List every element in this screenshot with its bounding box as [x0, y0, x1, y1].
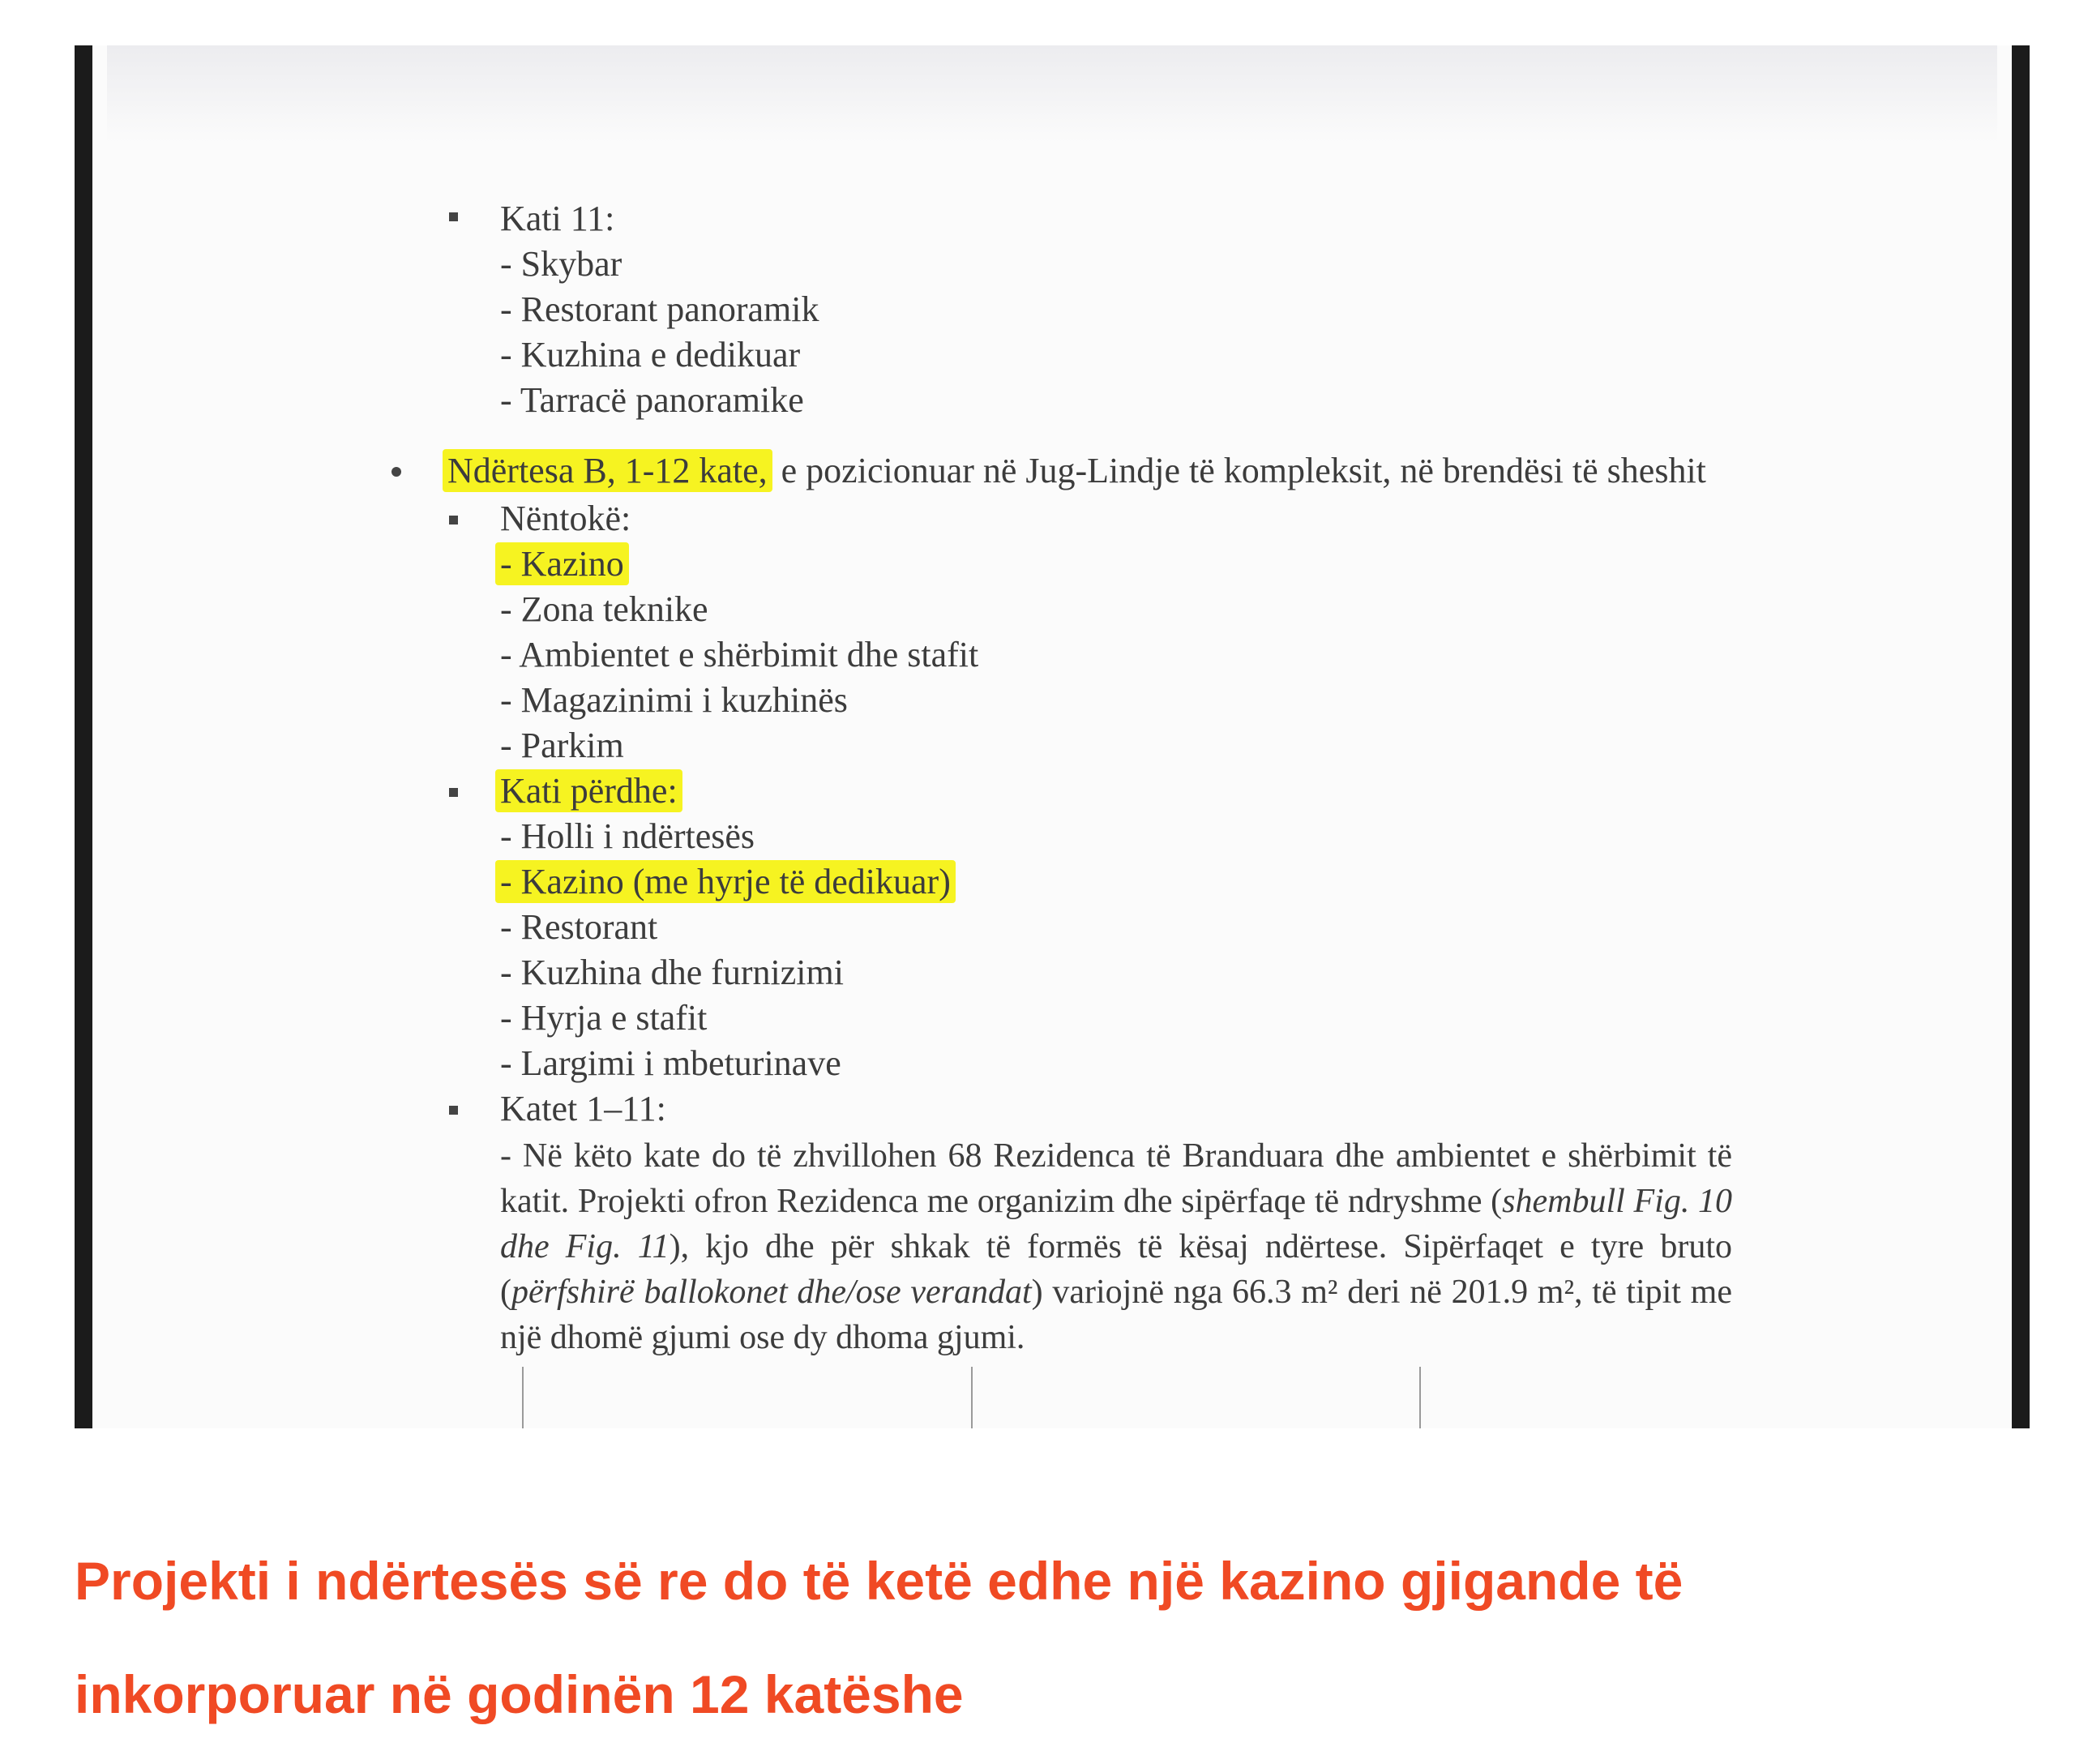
- list-item: - Restorant: [500, 907, 658, 947]
- bullet-round: [391, 467, 401, 477]
- kazino-entrance-highlight: - Kazino (me hyrje të dedikuar): [495, 860, 956, 903]
- list-item: [500, 542, 629, 587]
- article-caption: Projekti i ndërtesës së re do të ketë edhe një kazino gjigande të inkorporuar në godinën 12 katëshe: [75, 1551, 1684, 1724]
- scan-border-right: [2012, 45, 2030, 1428]
- list-item: - Magazinimi i kuzhinës: [500, 680, 848, 720]
- scan-border-left: [75, 45, 92, 1428]
- para-italic: shembull Fig. 10 dhe Fig. 11: [500, 1183, 1733, 1265]
- building-b-line: [447, 448, 1706, 494]
- scan-shade: [107, 45, 1997, 143]
- katet-paragraph: [500, 1133, 1732, 1360]
- list-item: - Kuzhina dhe furnizimi: [500, 953, 844, 992]
- para-italic: përfshirë ballokonet dhe/ose verandat: [511, 1274, 1032, 1311]
- table-rule: [1419, 1367, 1421, 1428]
- kazino-highlight: - Kazino: [495, 542, 629, 585]
- bullet-square: [449, 788, 458, 797]
- table-rule: [522, 1367, 524, 1428]
- list-item: [500, 859, 956, 905]
- para-text: ) variojnë nga 66.3 m² deri në 201.9 m², të tipit me një dhomë gjumi ose dy dhoma gjumi.: [500, 1274, 1732, 1356]
- nentoke-heading: Nëntokë:: [500, 499, 631, 538]
- kati11-heading: Kati 11:: [500, 199, 615, 238]
- table-rule: [971, 1367, 973, 1428]
- list-item: - Zona teknike: [500, 589, 708, 629]
- list-item: - Hyrja e stafit: [500, 998, 708, 1038]
- list-item: - Tarracë panoramike: [500, 380, 804, 420]
- building-b-rest: e pozicionuar në Jug-Lindje të kompleksit, në brendësi të sheshit: [772, 451, 1706, 490]
- list-item: - Kuzhina e dedikuar: [500, 335, 801, 375]
- list-item: - Restorant panoramik: [500, 289, 819, 329]
- bullet-square: [449, 212, 458, 221]
- bullet-square: [449, 516, 458, 524]
- list-item: - Ambientet e shërbimit dhe stafit: [500, 635, 979, 674]
- katet-heading: Katet 1–11:: [500, 1089, 666, 1128]
- list-item: - Holli i ndërtesës: [500, 816, 755, 856]
- perdhe-highlight: Kati përdhe:: [495, 769, 682, 812]
- list-item: - Largimi i mbeturinave: [500, 1043, 841, 1083]
- para-text: - Në këto kate do të zhvillohen 68 Rezidenca të Branduara dhe ambientet e shërbimit të katit. Projekti ofron Rezidenca me organizim dhe sipërfaqe të ndryshme (: [500, 1137, 1732, 1220]
- bullet-square: [449, 1106, 458, 1115]
- para-text: ), kjo dhe për shkak të formës të kësaj ndërtese. Sipërfaqet e tyre bruto (: [500, 1228, 1732, 1311]
- list-item: - Parkim: [500, 726, 624, 765]
- list-item: - Skybar: [500, 244, 622, 284]
- building-b-highlight: Ndërtesa B, 1-12 kate,: [443, 449, 772, 492]
- perdhe-heading: [500, 769, 682, 814]
